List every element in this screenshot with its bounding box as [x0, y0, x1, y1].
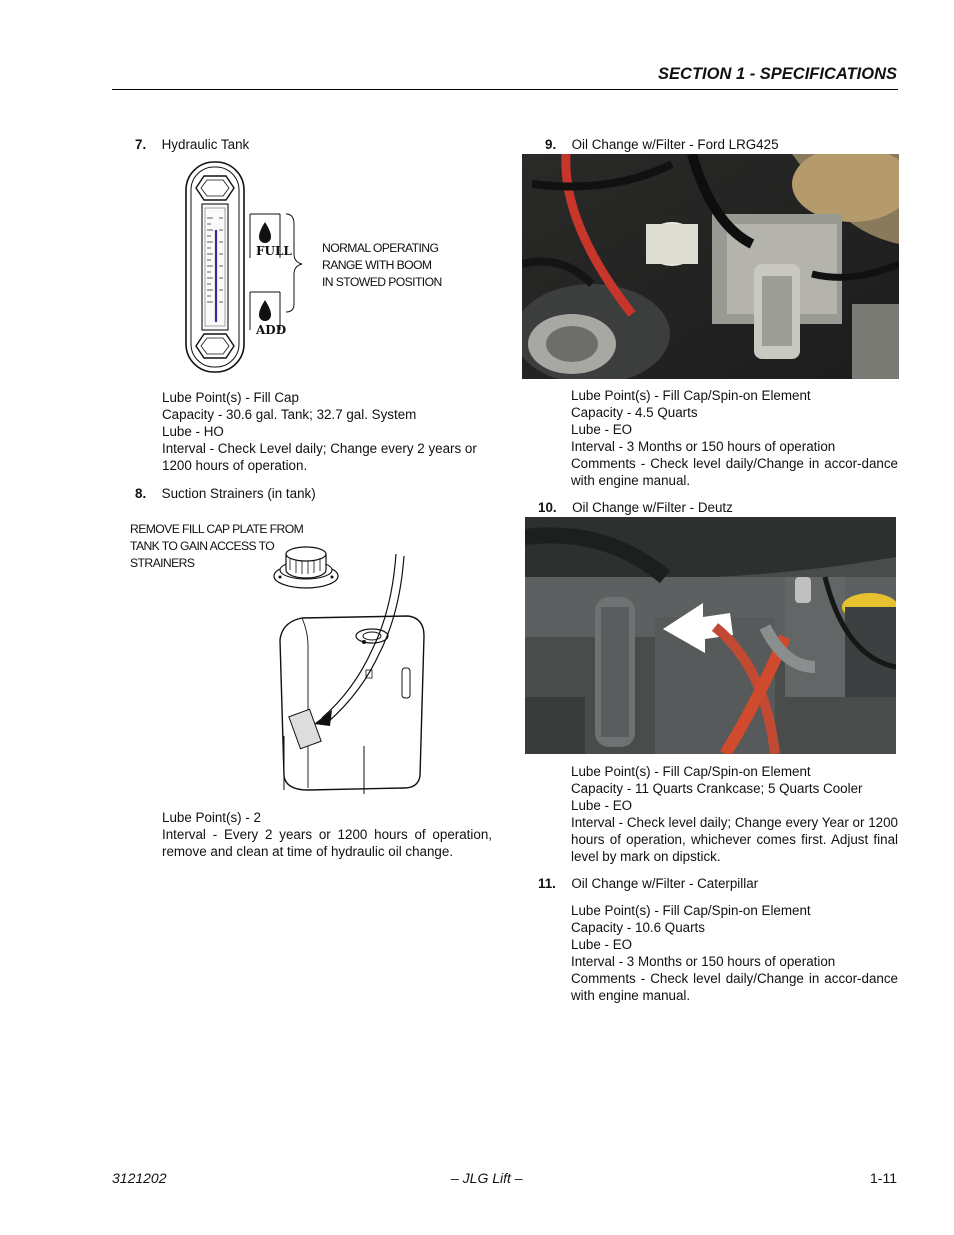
sight-gauge-figure: [180, 158, 320, 378]
fill-cap-note: REMOVE FILL CAP PLATE FROM TANK TO GAIN ACCESS TO STRAINERS: [130, 522, 304, 570]
item-number: 10.: [538, 500, 557, 515]
item-title: Oil Change w/Filter - Ford LRG425: [571, 137, 779, 152]
footer-center: – JLG Lift –: [451, 1170, 523, 1186]
add-label: ADD: [256, 323, 287, 337]
normal-range-label: NORMAL OPERATING RANGE WITH BOOM IN STOWED POSITION: [322, 241, 442, 289]
doc-number: 3121202: [112, 1170, 167, 1186]
item-10-heading: [538, 499, 733, 516]
item-11-heading: [538, 875, 758, 892]
item-title: Oil Change w/Filter - Caterpillar: [571, 876, 759, 891]
item-7-heading: [135, 136, 249, 153]
item-8-heading: [135, 485, 316, 502]
item-title: Hydraulic Tank: [161, 137, 250, 152]
item-number: 7.: [135, 137, 147, 152]
item-number: 11.: [538, 876, 556, 891]
item-number: 8.: [135, 486, 147, 501]
item-9-heading: [545, 136, 779, 153]
item-title: Oil Change w/Filter - Deutz: [572, 500, 733, 515]
item-7-details: Lube Point(s) - Fill Cap Capacity - 30.6 gal. Tank; 32.7 gal. System Lube - HO Interval - Check Level daily; Change every 2 years or 1200 hours of operation.: [162, 390, 477, 473]
item-10-details: Lube Point(s) - Fill Cap/Spin-on Element Capacity - 11 Quarts Crankcase; 5 Quarts Cooler Lube - EO Interval - Check level daily; Change every Year or 1200 hours of operation, whichever comes first. Adjust final level by mark on dipstick.: [571, 764, 898, 864]
full-label: FULL: [256, 244, 292, 258]
deutz-engine-photo: [525, 517, 896, 754]
item-number: 9.: [545, 137, 557, 152]
page-number: 1-11: [870, 1170, 897, 1186]
header-rule: [112, 89, 898, 90]
hydraulic-tank-figure: [268, 540, 438, 800]
item-11-details: Lube Point(s) - Fill Cap/Spin-on Element Capacity - 10.6 Quarts Lube - EO Interval - 3 Months or 150 hours of operation Comments - Check level daily/Change in accor-dance with engine manual.: [571, 903, 898, 1003]
ford-engine-photo: [522, 154, 899, 379]
section-title: SECTION 1 - SPECIFICATIONS: [658, 65, 897, 83]
item-title: Suction Strainers (in tank): [161, 486, 316, 501]
item-8-details: Lube Point(s) - 2 Interval - Every 2 years or 1200 hours of operation, remove and clean at time of hydraulic oil change.: [162, 810, 492, 859]
item-9-details: Lube Point(s) - Fill Cap/Spin-on Element Capacity - 4.5 Quarts Lube - EO Interval - 3 Months or 150 hours of operation Comments - Check level daily/Change in accor-dance with engine manual.: [571, 388, 898, 488]
